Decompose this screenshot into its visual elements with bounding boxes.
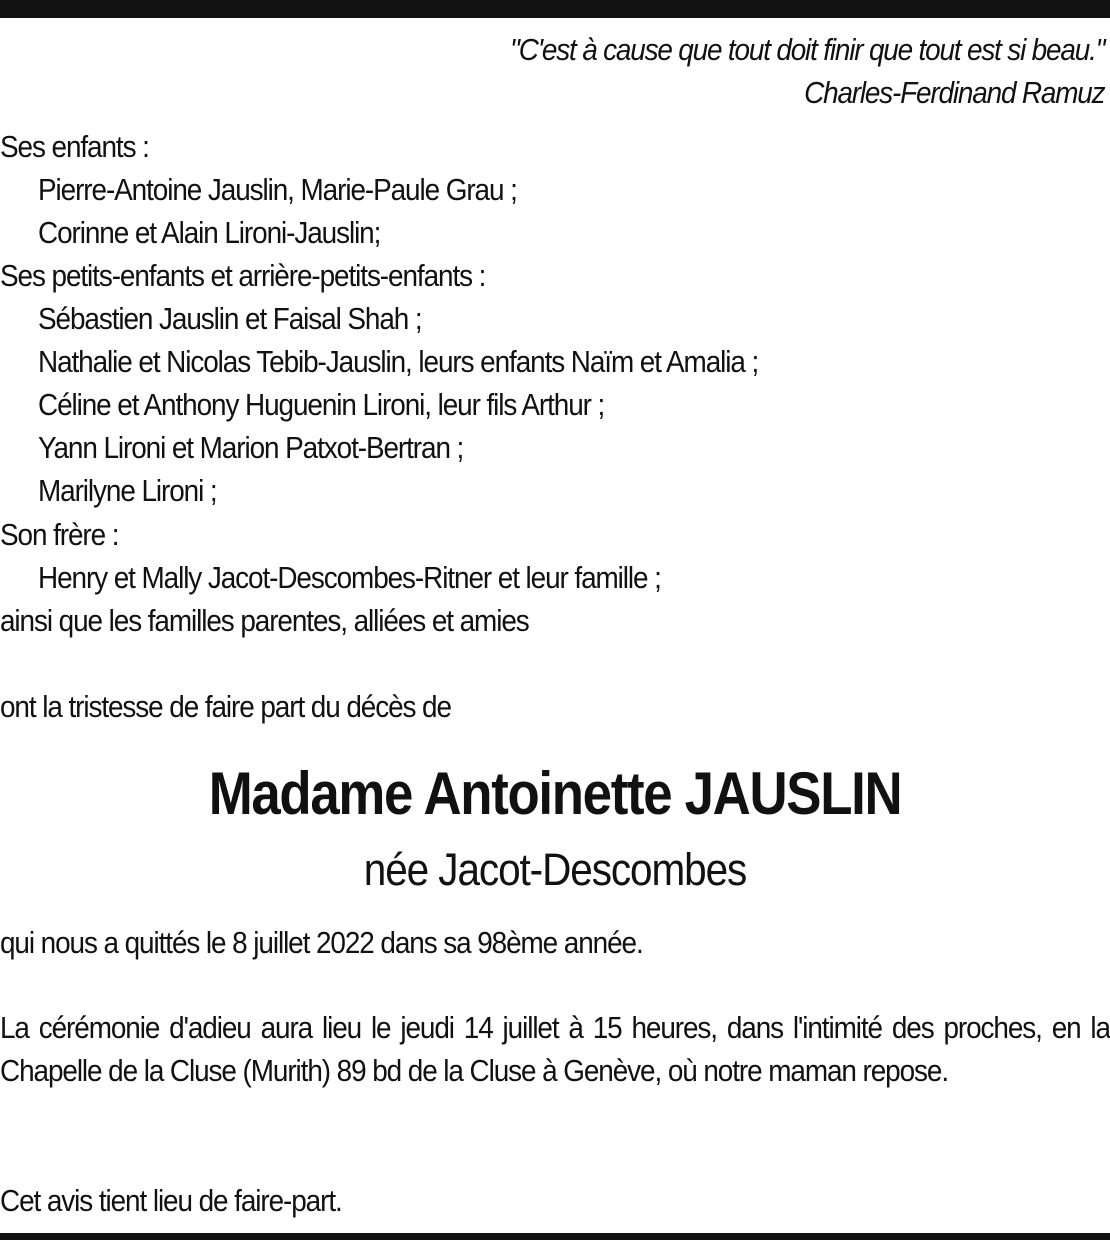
epigraph-quote: "C'est à cause que tout doit finir que tout est si beau." (509, 32, 1104, 67)
bottom-border-rule (0, 1233, 1110, 1240)
grandchild-entry: Sébastien Jauslin et Faisal Shah ; (38, 301, 422, 336)
passing-text: qui nous a quittés le 8 juillet 2022 dans sa 98ème année. (0, 925, 643, 960)
child-entry: Corinne et Alain Lironi-Jauslin; (38, 215, 381, 250)
deceased-name: Madame Antoinette JAUSLIN (208, 760, 902, 827)
deceased-maiden-name: née Jacot-Descombes (363, 844, 747, 895)
announcement-text: ont la tristesse de faire part du décès de (0, 689, 451, 724)
children-heading: Ses enfants : (0, 129, 149, 164)
brother-entry: Henry et Mally Jacot-Descombes-Ritner et leur famille ; (38, 560, 661, 595)
grandchild-entry: Yann Lironi et Marion Patxot-Bertran ; (38, 430, 464, 465)
ceremony-text: La cérémonie d'adieu aura lieu le jeudi 14 juillet à 15 heures, dans l'intimité des proches, en la Chapelle de la Cluse (Murith) 89 bd de la Cluse à Genève, où notre maman repose. (0, 1010, 1110, 1088)
closing-text: Cet avis tient lieu de faire-part. (0, 1183, 342, 1218)
grandchild-entry: Céline et Anthony Huguenin Lironi, leur fils Arthur ; (38, 387, 605, 422)
epigraph-author: Charles-Ferdinand Ramuz (803, 75, 1104, 110)
grandchild-entry: Nathalie et Nicolas Tebib-Jauslin, leurs enfants Naïm et Amalia ; (38, 344, 759, 379)
grandchild-entry: Marilyne Lironi ; (38, 473, 217, 508)
grandchildren-heading: Ses petits-enfants et arrière-petits-enfants : (0, 258, 486, 293)
child-entry: Pierre-Antoine Jauslin, Marie-Paule Grau ; (38, 172, 517, 207)
brother-heading: Son frère : (0, 517, 119, 552)
extended-family: ainsi que les familles parentes, alliées et amies (0, 603, 529, 638)
epigraph (510, 28, 1104, 114)
